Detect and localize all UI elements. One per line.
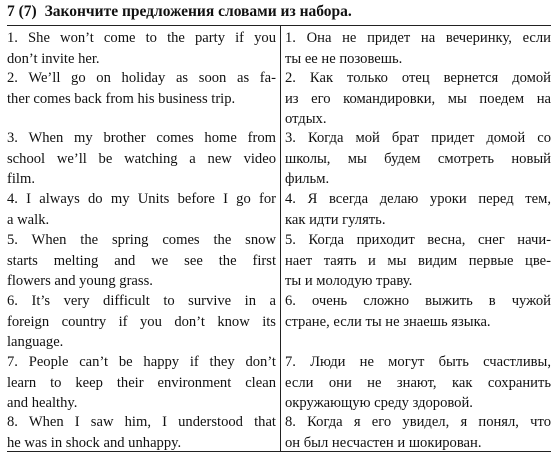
english-sentence	[7, 228, 280, 289]
english-sentence	[7, 410, 280, 451]
russian-translation	[280, 126, 551, 187]
russian-translation	[280, 66, 551, 126]
russian-translation	[280, 289, 551, 350]
text-line: 2. We’ll go on holiday as soon as fa-	[7, 68, 276, 89]
english-sentence	[7, 350, 280, 410]
text-line: 1. She won’t come to the party if you	[7, 28, 276, 49]
english-sentence	[7, 26, 280, 66]
text-line: 4. Я всегда делаю уроки перед тем,	[285, 189, 551, 210]
table-row	[7, 350, 551, 410]
text-line: окружающую среду здоровой.	[285, 393, 551, 414]
text-line: school we’ll be watching a new video	[7, 149, 276, 170]
exercise-instruction: Закончите предложения словами из набора.	[45, 3, 352, 20]
text-line: ты ее не позовешь.	[285, 49, 551, 70]
text-line: flowers and young grass.	[7, 271, 276, 292]
text-line: 2. Как только отец вернется домой	[285, 68, 551, 89]
text-line: ты и молодую траву.	[285, 271, 551, 292]
table-row	[7, 66, 551, 126]
russian-translation	[280, 410, 551, 451]
table-row	[7, 410, 551, 451]
text-line: 6. It’s very difficult to survive in a	[7, 291, 276, 312]
text-line: если они не знают, как сохранить	[285, 373, 551, 394]
text-line: film.	[7, 169, 276, 190]
table-row	[7, 187, 551, 228]
russian-translation	[280, 187, 551, 228]
text-line: foreign country if you don’t know its	[7, 312, 276, 333]
text-line: 3. When my brother comes home from	[7, 128, 276, 149]
text-line: 4. I always do my Units before I go for	[7, 189, 276, 210]
text-line: ther comes back from his business trip.	[7, 89, 276, 110]
exercise-heading	[7, 1, 553, 25]
text-line: 7. Люди не могут быть счастливы,	[285, 352, 551, 373]
text-line: he was in shock and unhappy.	[7, 433, 276, 453]
text-line: 1. Она не придет на вечеринку, если	[285, 28, 551, 49]
text-line: language.	[7, 332, 276, 353]
russian-translation	[280, 350, 551, 410]
english-sentence	[7, 126, 280, 187]
text-line: and healthy.	[7, 393, 276, 414]
text-line: стране, если ты не знаешь языка.	[285, 312, 551, 333]
text-line: 5. Когда приходит весна, снег начи-	[285, 230, 551, 251]
text-line: don’t invite her.	[7, 49, 276, 70]
table-row	[7, 228, 551, 289]
table-row	[7, 289, 551, 350]
text-line: 3. Когда мой брат придет домой со	[285, 128, 551, 149]
text-line: отдых.	[285, 109, 551, 130]
table-row	[7, 26, 551, 66]
english-sentence	[7, 66, 280, 126]
text-line: starts melting and we see the first	[7, 251, 276, 272]
table-row	[7, 126, 551, 187]
russian-translation	[280, 26, 551, 66]
text-line: 8. Когда я его увидел, я понял, что	[285, 412, 551, 433]
text-line: 8. When I saw him, I understood that	[7, 412, 276, 433]
english-sentence	[7, 289, 280, 350]
text-line: он был несчастен и шокирован.	[285, 433, 551, 453]
text-line: 6. очень сложно выжить в чужой	[285, 291, 551, 312]
text-line: 7. People can’t be happy if they don’t	[7, 352, 276, 373]
text-line: learn to keep their environment clean	[7, 373, 276, 394]
exercise-number: 7 (7)	[7, 3, 37, 20]
english-sentence	[7, 187, 280, 228]
text-line: фильм.	[285, 169, 551, 190]
russian-translation	[280, 228, 551, 289]
text-line: из его командировки, мы поедем на	[285, 89, 551, 110]
text-line: как идти гулять.	[285, 210, 551, 231]
text-line: 5. When the spring comes the snow	[7, 230, 276, 251]
text-line: a walk.	[7, 210, 276, 231]
translation-table	[7, 25, 551, 452]
text-line: нает таять и мы видим первые цве-	[285, 251, 551, 272]
text-line: школы, мы будем смотреть новый	[285, 149, 551, 170]
